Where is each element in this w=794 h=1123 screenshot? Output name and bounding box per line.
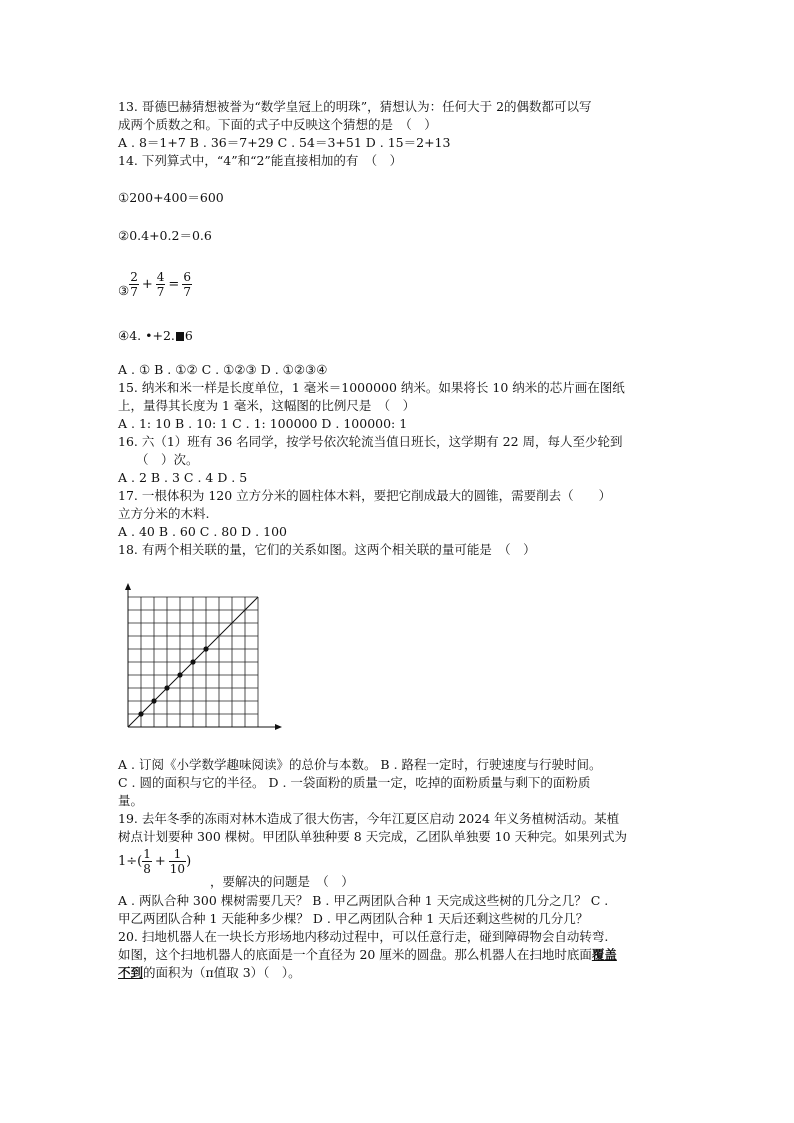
q18-option-line2: C . 圆的面积与它的半径。 D . 一袋面粉的质量一定，吃掉的面粉质量与剩下的面粉质 [118,775,591,790]
q16-options: A . 2 B . 3 C . 4 D . 5 [118,470,248,485]
data-point [151,698,156,703]
q19-line3: ，要解决的问题是 （ ） [210,874,354,889]
plus-sign: + [141,276,153,292]
data-point [177,672,182,677]
q14-item3-mark: ③ [118,283,130,298]
equals-sign: = [168,276,180,292]
fraction-1-10: $\frac{1}{10}$ [169,847,186,876]
y-axis-arrow-icon [125,583,131,590]
data-point [190,659,195,664]
q19-line2: 树点计划要种 300 棵树。甲团队单独种要 8 天完成，乙团队单独要 10 天种完。如果列式为 [118,829,628,844]
q14-options: A . ① B . ①② C . ①②③ D . ①②③④ [118,362,328,377]
q15-line2: 上，量得其长度为 1 毫米，这幅图的比例尺是 （ ） [118,398,416,413]
data-point [164,685,169,690]
q13-line1: 13. 哥德巴赫猜想被誉为“数学皇冠上的明珠”，猜想认为：任何大于 2的偶数都可以写 [118,99,592,114]
q18-stem: 18. 有两个相关联的量，它们的关系如图。这两个相关联的量可能是 （ ） [118,542,536,557]
q14-item2: ②0.4+0.2＝0.6 [118,228,212,243]
q14-stem: 14. 下列算式中，“4”和“2”能直接相加的有 （ ） [118,153,403,168]
fraction-6-7: $\frac{6}{7}$ [183,270,191,299]
q20-underlined-word-2: 不到 [118,965,144,980]
q16-line2: （ ）次。 [136,452,199,467]
q14-item3 [118,262,192,298]
q17-options: A . 40 B . 60 C . 80 D . 100 [118,524,287,539]
relation-graph [115,580,285,735]
q17-line1: 17. 一根体积为 120 立方分米的圆柱体木料，要把它削成最大的圆锥，需要削去（ ） [118,488,612,503]
q19-formula: 1÷( $\frac{1}{8}$ + $\frac{1}{10}$ ) [118,847,192,876]
q18-option-line3: 量。 [118,793,144,808]
q19-line1: 19. 去年冬季的冻雨对林木造成了很大伤害，今年江夏区启动 2024 年义务植树活动。某植 [118,811,620,826]
q13-options: A . 8＝1+7 B . 36＝7+29 C . 54＝3+51 D . 15＝2+13 [118,135,451,150]
q19-options-line1: A . 两队合种 300 棵树需要几天？ B . 甲乙两团队合种 1 天完成这些树的几分之几？ C . [118,893,609,908]
q17-line2: 立方分米的木料. [118,506,210,521]
x-axis-arrow-icon [275,724,282,730]
q20-line3: 不到的面积为（π值取 3）（ ）。 [118,965,301,980]
data-point [203,646,208,651]
q14-item1: ①200+400＝600 [118,190,224,205]
fraction-4-7: $\frac{4}{7}$ [156,270,165,299]
filled-square-icon [176,332,184,341]
q16-line1: 16. 六（1）班有 36 名同学，按学号依次轮流当值日班长，这学期有 22 周，每人至少轮到 [118,434,623,449]
q18-option-line1: A . 订阅《小学数学趣味阅读》的总价与本数。 B . 路程一定时，行驶速度与行驶时间。 [118,757,602,772]
q19-options-line2: 甲乙两团队合种 1 天能种多少棵？ D . 甲乙两团队合种 1 天后还剩这些树的几分几？ [118,911,589,926]
q13-line2: 成两个质数之和。下面的式子中反映这个猜想的是 （ ） [118,117,437,132]
graph-axes [125,583,282,730]
q20-line2: 如图，这个扫地机器人的底面是一个直径为 20 厘米的圆盘。那么机器人在扫地时底面覆盖 [118,947,617,962]
fraction-2-7: $\frac{2}{7}$ [130,270,138,299]
q14-item4: ④4. •+2. 6 [118,328,193,343]
q20-underlined-word: 覆盖 [591,947,617,962]
q20-line1: 20. 扫地机器人在一块长方形场地内移动过程中，可以任意行走，碰到障碍物会自动转弯. [118,929,609,944]
q15-options: A . 1: 10 B . 10: 1 C . 1: 100000 D . 100000: 1 [118,416,408,431]
q15-line1: 15. 纳米和米一样是长度单位，1 毫米＝1000000 纳米。如果将长 10 纳米的芯片画在图纸 [118,380,625,395]
data-point [138,711,143,716]
fraction-1-8: $\frac{1}{8}$ [143,847,151,876]
